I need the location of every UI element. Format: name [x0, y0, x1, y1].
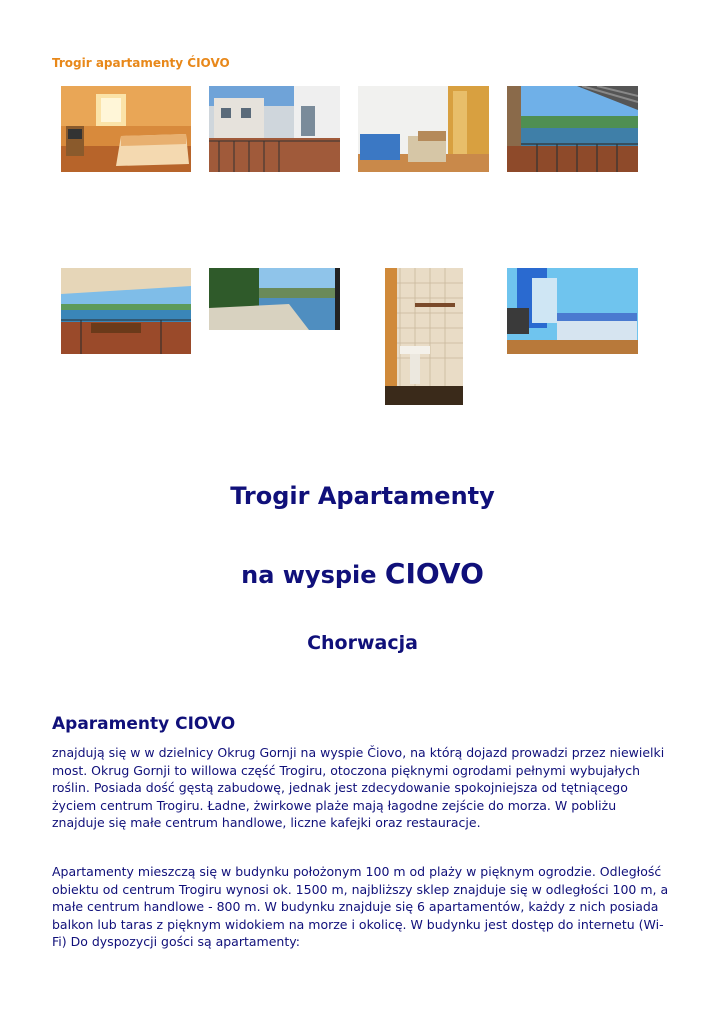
photo-bathroom: [385, 268, 463, 405]
subtitle-prefix: na wyspie: [241, 561, 385, 589]
photo-balcony-sea-view: [507, 86, 638, 172]
photo-bedroom-twin: [358, 86, 489, 172]
description-paragraph-1: znajdują się w w dzielnicy Okrug Gornji na wyspie Čiovo, na którą dojazd prowadzi przez niewielki most. Okrug Gornji to willowa część Trogiru, otoczona pięknymi ogrodami pełnymi wybujałych roślin. Posiada dość gęstą zabudowę, jednak jest zdecydowanie spokojniejsza od tętniącego życiem centrum Trogiru. Ładne, żwirkowe plaże mają łagodne zejście do morza. W pobliżu znajduje się małe centrum handlowe, liczne kafejki oraz restauracje.: [52, 745, 665, 830]
photo-bedroom-blue: [507, 268, 638, 354]
country-heading: Chorwacja: [307, 632, 418, 654]
main-subtitle: [0, 557, 725, 590]
page-header-title: Trogir apartamenty ĆIOVO: [52, 56, 230, 70]
section-heading: Aparamenty CIOVO: [52, 714, 236, 734]
photo-beach: [209, 268, 340, 330]
photo-building-balcony: [209, 86, 340, 172]
subtitle-emphasis: CIOVO: [384, 557, 484, 590]
description-paragraph-2: Apartamenty mieszczą się w budynku położonym 100 m od plaży w pięknym ogrodzie. Odległość obiektu od centrum Trogiru wynosi ok. 1500 m, najbliższy sklep znajduje się w odległości 100 m, a małe centrum handlowe - 800 m. W budynku znajduje się 6 apartamentów, każdy z nich posiada balkon lub taras z pięknym widokiem na morze i okolicę. W budynku jest dostęp do internetu (Wi-Fi) Do dyspozycji gości są apartamenty:: [52, 864, 669, 949]
photo-terrace-awning: [61, 268, 191, 354]
main-title: Trogir Apartamenty: [230, 482, 495, 510]
photo-bedroom-orange: [61, 86, 191, 172]
